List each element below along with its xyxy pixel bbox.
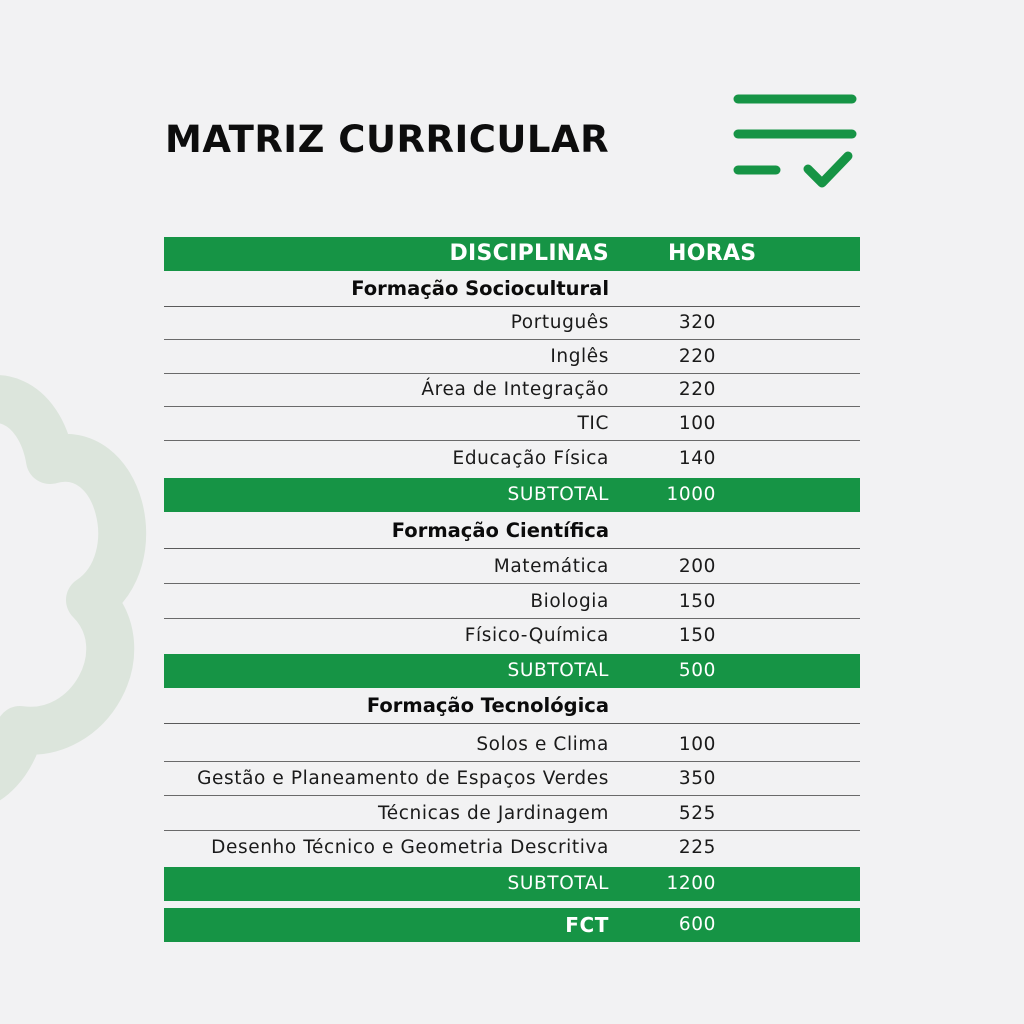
table-row: Gestão e Planeamento de Espaços Verdes 350 (164, 762, 860, 796)
list-check-icon (730, 90, 860, 190)
section-title: Formação Científica (164, 514, 860, 549)
table-row: Desenho Técnico e Geometria Descritiva 225 (211, 837, 716, 858)
table-row: Físico-Química 150 (464, 625, 716, 646)
column-header-disciplines: DISCIPLINAS (449, 241, 609, 266)
section-title: Formação Tecnológica (164, 689, 860, 724)
table-row: Solos e Clima 100 (164, 728, 860, 762)
column-header-hours: HORAS (668, 241, 757, 266)
section-title: Formação Sociocultural (164, 272, 860, 307)
page-title: MATRIZ CURRICULAR (165, 118, 610, 161)
table-row: Português 320 (164, 306, 860, 340)
table-row: Matemática 200 (164, 550, 860, 584)
table-row: TIC 100 (164, 407, 860, 441)
table-row: Área de Integração 220 (164, 373, 860, 407)
subtotal-row: SUBTOTAL 1000 (164, 478, 860, 512)
table-row: Biologia 150 (164, 585, 860, 619)
table-header (164, 237, 860, 271)
table-row: Inglês 220 (164, 340, 860, 374)
table-row: Educação Física 140 (452, 448, 716, 469)
table-row: Técnicas de Jardinagem 525 (164, 797, 860, 831)
subtotal-row: SUBTOTAL 500 (164, 654, 860, 688)
subtotal-row: SUBTOTAL 1200 (164, 867, 860, 901)
fct-row: FCT 600 (164, 908, 860, 942)
